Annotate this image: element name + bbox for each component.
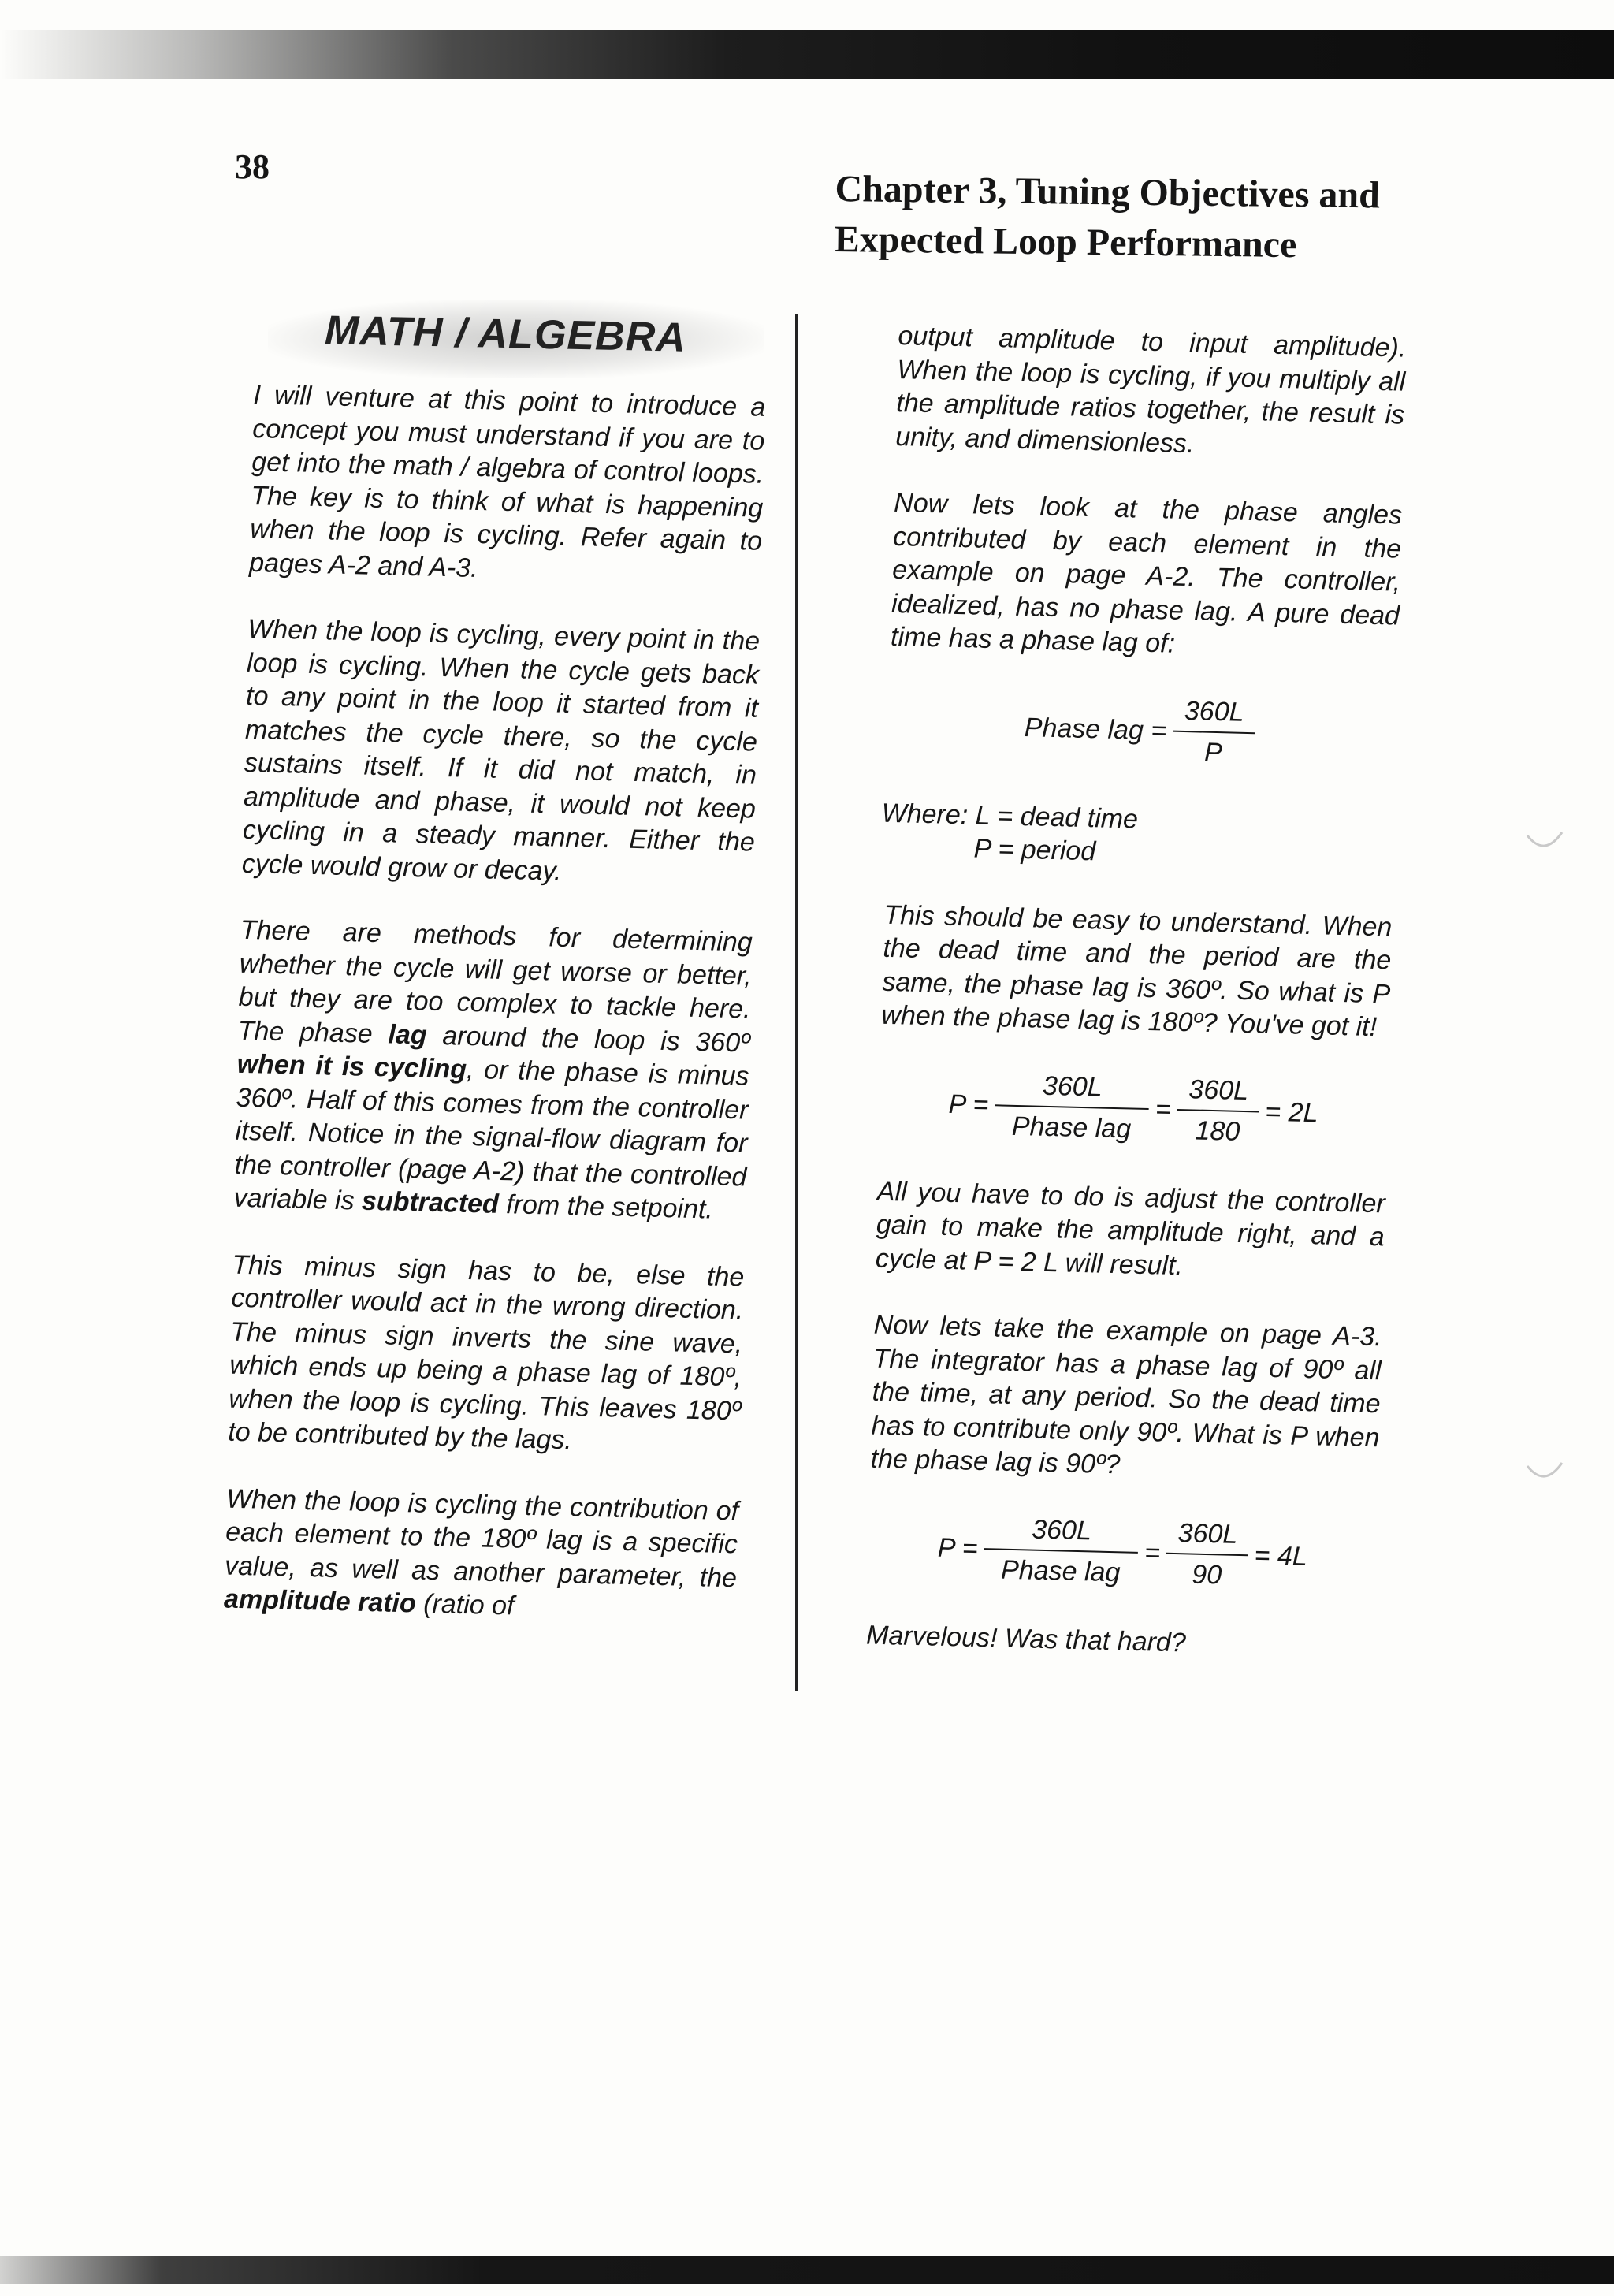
scan-edge-bottom xyxy=(0,2256,1614,2284)
paragraph: output amplitude to input amplitude). When the loop is cycling, if you multiply all the amplitude ratios together, the result is unity, and dimensionless. xyxy=(894,320,1407,459)
scan-edge-top xyxy=(0,30,1614,79)
left-column xyxy=(223,378,766,1662)
paragraph: When the loop is cycling, every point in the loop is cycling. When the cycle gets back to any point in the loop it started from it matches the cycle there, so the cycle sustains itself. If it did not match, in amplitude and phase, it would not keep cycling in a steady manner. Either the cycle would grow or decay. xyxy=(241,613,761,887)
formula-phase-lag: Phase lag = $\frac{360L}{P}$ xyxy=(887,687,1397,774)
paragraph: Marvelous! Was that hard? xyxy=(865,1620,1187,1658)
emphasis-subtracted: subtracted xyxy=(361,1185,500,1219)
fraction: $\frac{360L}{\text{Phase lag}}$ xyxy=(994,1068,1150,1147)
fraction: $\frac{360L}{180}$ xyxy=(1177,1072,1260,1149)
page-number: 38 xyxy=(235,147,270,186)
paragraph: All you have to do is adjust the controller gain to make the amplitude right, and a cycle at P = 2 L will result. xyxy=(875,1176,1386,1281)
emphasis-lag: lag xyxy=(388,1018,428,1051)
paragraph: This should be easy to understand. When the dead time and the period are the same, the phase lag is 360º. So what is P when the phase lag is 180º? You've got it! xyxy=(880,899,1393,1043)
fraction: $\frac{360L}{P}$ xyxy=(1172,694,1255,771)
paragraph: There are methods for determining whether the cycle will get worse or better, but they are too complex to tackle here. The phase lag around the loop is 360º when it is cycling, or the phase is minus 360º. Half of this comes from the controller itself. Notice in the signal-flow diagram for the controller (page A-2) that the controlled variable is subtracted from the setpoint. xyxy=(233,914,753,1225)
section-heading-text: MATH / ALGEBRA xyxy=(324,307,687,361)
paragraph: Now lets take the example on page A-3. The integrator has a phase lag of 90º all the time, at any period. So the dead time has to contribute only 90º. What is P when the phase lag is 90º? xyxy=(870,1309,1383,1480)
formula-definitions: Where: L = dead time P = period xyxy=(881,798,1139,867)
paragraph: I will venture at this point to introduce a concept you must understand if you are to get into the math / algebra of control loops. The key is to think of what is happening when the loop is cycling. Refer again to pages A-2 and A-3. xyxy=(248,379,766,583)
chapter-title xyxy=(834,164,1528,274)
fraction: $\frac{360L}{\text{Phase lag}}$ xyxy=(983,1512,1139,1591)
binder-hole-shadow-lower xyxy=(1521,1442,1568,1490)
binder-hole-shadow-upper xyxy=(1521,812,1568,859)
emphasis-when-cycling: when it is cycling xyxy=(236,1048,467,1085)
paragraph: This minus sign has to be, else the controller would act in the wrong direction. The minus sign inverts the sine wave, which ends up being a phase lag of 180º, when the loop is cycling. This leaves 180º to be contributed by the lags. xyxy=(227,1249,745,1456)
chapter-title-line-1: Chapter 3, Tuning Objectives and xyxy=(835,167,1381,217)
fraction: $\frac{360L}{90}$ xyxy=(1166,1516,1249,1593)
section-heading xyxy=(268,300,764,378)
chapter-title-line-2: Expected Loop Performance xyxy=(834,218,1297,266)
right-column xyxy=(865,319,1407,1697)
paragraph: When the loop is cycling the contribution of each element to the 180º lag is a specific value, as well as another parameter, the amplitude ratio (ratio of xyxy=(223,1483,739,1621)
formula-period-4l: P = $\frac{360L}{\text{Phase lag}}$ = $\frac{360L}{90}$ = 4L xyxy=(868,1509,1378,1596)
paragraph: Now lets look at the phase angles contributed by each element in the example on page A-2. The controller, idealized, has no phase lag. A pure dead time has a phase lag of: xyxy=(890,487,1403,659)
emphasis-amplitude-ratio: amplitude ratio xyxy=(223,1583,417,1619)
formula-period-2l: P = $\frac{360L}{\text{Phase lag}}$ = $\frac{360L}{180}$ = 2L xyxy=(879,1065,1389,1152)
column-divider xyxy=(795,314,798,1691)
